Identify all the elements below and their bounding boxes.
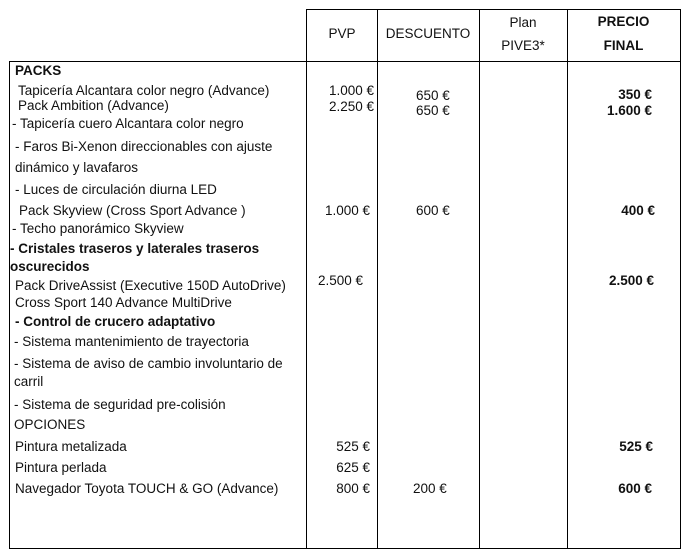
row-desc: 650 €	[416, 103, 450, 118]
header-descuento: DESCUENTO	[385, 26, 471, 41]
grid-line	[306, 9, 681, 10]
grid-line	[9, 548, 681, 549]
list-item: - Sistema de seguridad pre-colisión	[14, 397, 226, 412]
row-label: Pack Ambition (Advance)	[18, 98, 169, 113]
header-precio-line2: FINAL	[603, 38, 644, 53]
row-final: 525 €	[619, 439, 653, 454]
row-pvp: 2.500 €	[318, 273, 364, 288]
grid-line	[377, 9, 378, 549]
row-pvp: 800 €	[336, 481, 370, 496]
list-item: dinámico y lavafaros	[15, 160, 139, 175]
row-final: 2.500 €	[608, 273, 654, 288]
row-pvp: 1.000 €	[324, 203, 370, 218]
row-pvp: 1.000 €	[328, 83, 374, 98]
header-pvp: PVP	[328, 26, 356, 41]
grid-line	[567, 9, 568, 549]
row-label: Pack DriveAssist (Executive 150D AutoDrive)	[15, 278, 286, 293]
row-desc: 650 €	[416, 88, 450, 103]
header-precio-line1: PRECIO	[597, 14, 650, 29]
list-item: - Cristales traseros y laterales traseros	[10, 241, 260, 256]
row-pvp: 2.250 €	[328, 99, 374, 114]
header-plan-line1: Plan	[509, 15, 537, 30]
section-opciones: OPCIONES	[14, 417, 86, 432]
row-label: Cross Sport 140 Advance MultiDrive	[15, 295, 232, 310]
section-packs: PACKS	[15, 63, 62, 78]
row-final: 600 €	[618, 481, 652, 496]
row-final: 350 €	[618, 87, 652, 102]
row-label: Pintura metalizada	[15, 439, 127, 454]
grid-line	[306, 9, 307, 549]
row-label: Tapicería Alcantara color negro (Advance)	[18, 83, 270, 98]
list-item: - Luces de circulación diurna LED	[15, 182, 217, 197]
grid-line	[9, 61, 10, 549]
list-item: - Faros Bi-Xenon direccionables con ajuste	[15, 139, 273, 154]
list-item: - Control de crucero adaptativo	[15, 314, 216, 329]
row-label: Pintura perlada	[15, 460, 107, 475]
list-item: - Sistema mantenimiento de trayectoria	[14, 334, 249, 349]
header-plan-line2: PIVE3*	[501, 38, 545, 53]
grid-line	[479, 9, 480, 549]
row-desc: 600 €	[416, 203, 450, 218]
row-label: Navegador Toyota TOUCH & GO (Advance)	[15, 481, 279, 496]
row-final: 400 €	[621, 203, 655, 218]
row-pvp: 625 €	[336, 460, 370, 475]
row-desc: 200 €	[413, 481, 447, 496]
row-pvp: 525 €	[336, 439, 370, 454]
list-item: oscurecidos	[10, 259, 90, 274]
list-item: - Techo panorámico Skyview	[12, 221, 184, 236]
list-item: - Tapicería cuero Alcantara color negro	[12, 116, 244, 131]
grid-line	[9, 61, 681, 62]
row-final: 1.600 €	[606, 103, 652, 118]
grid-line	[680, 9, 681, 549]
list-item: - Sistema de aviso de cambio involuntario de carril	[14, 356, 283, 389]
row-label: Pack Skyview (Cross Sport Advance )	[19, 203, 246, 218]
